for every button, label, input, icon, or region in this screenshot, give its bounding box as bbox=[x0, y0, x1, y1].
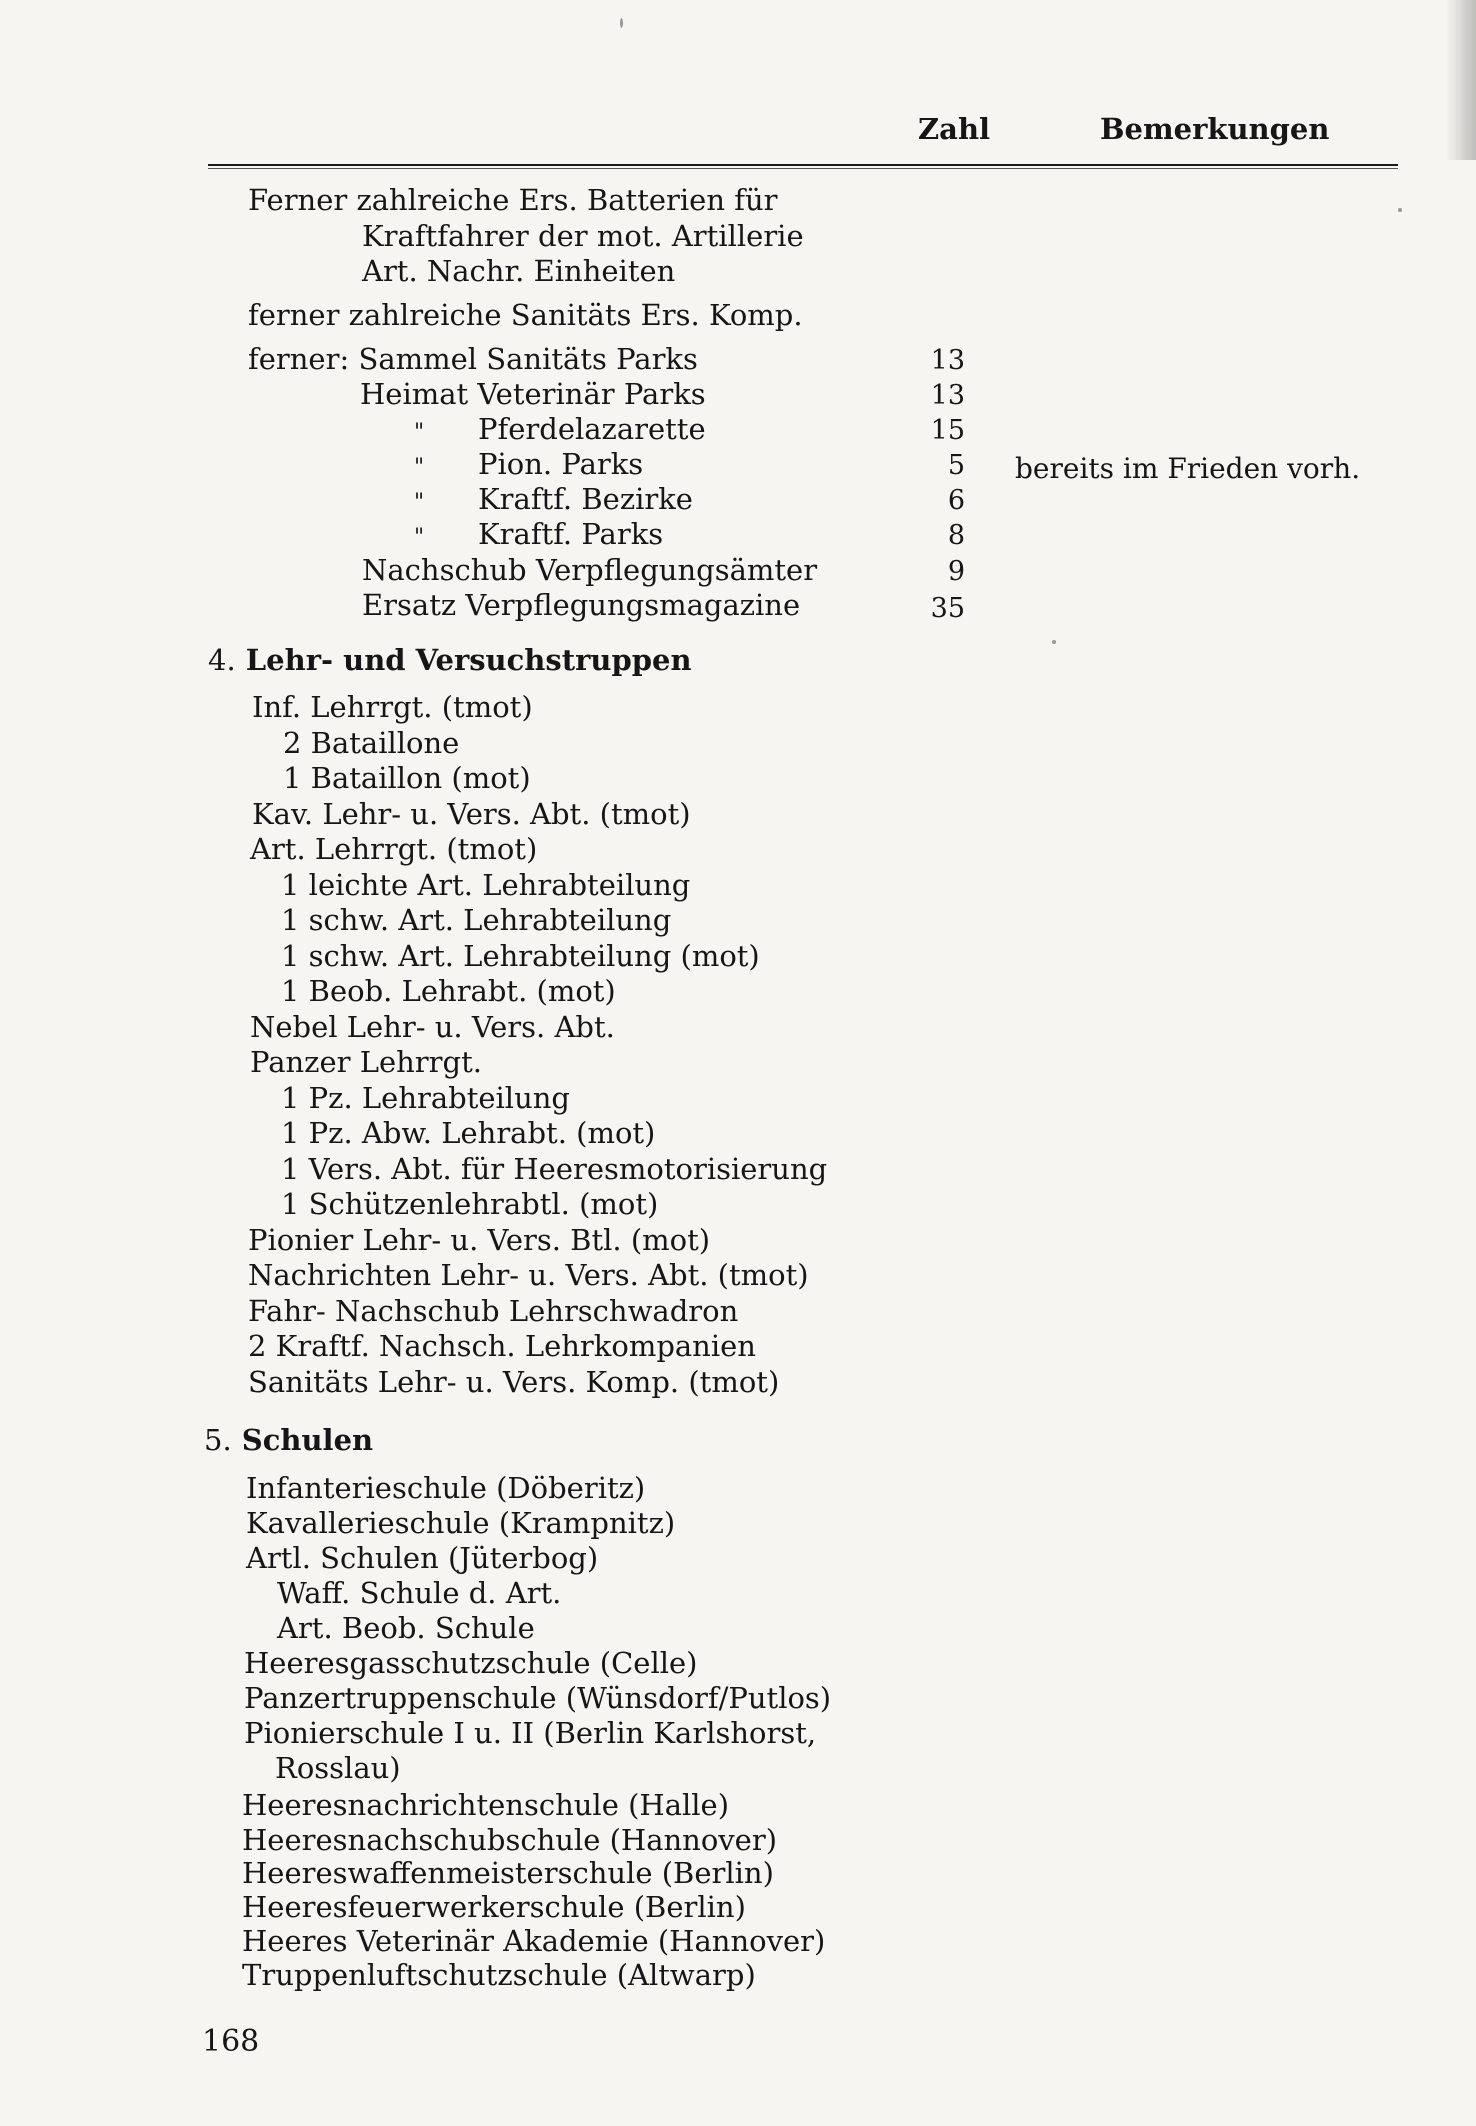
section-heading bbox=[204, 1423, 373, 1457]
section-heading bbox=[208, 643, 692, 677]
list-item: 1 Vers. Abt. für Heeresmotorisierung bbox=[281, 1152, 828, 1186]
list-item: Heeresnachrichtenschule (Halle) bbox=[242, 1788, 730, 1822]
list-item: Heereswaffenmeisterschule (Berlin) bbox=[242, 1856, 774, 1890]
ditto-mark: " bbox=[414, 420, 425, 445]
row-zahl: 8 bbox=[947, 520, 965, 551]
row-zahl: 13 bbox=[930, 345, 965, 376]
row-zahl: 35 bbox=[930, 593, 965, 624]
row-zahl: 13 bbox=[930, 380, 965, 411]
header-rule-thin bbox=[208, 168, 1398, 169]
list-item: Kavallerieschule (Krampnitz) bbox=[246, 1506, 676, 1540]
section-number: 5. bbox=[204, 1423, 232, 1457]
list-item: Infanterieschule (Döberitz) bbox=[246, 1471, 646, 1505]
list-item: Heeresnachschubschule (Hannover) bbox=[242, 1823, 778, 1857]
list-item: Panzer Lehrrgt. bbox=[250, 1045, 482, 1079]
list-item: Nachrichten Lehr- u. Vers. Abt. (tmot) bbox=[248, 1258, 809, 1292]
header-rule bbox=[208, 164, 1398, 166]
list-item: Sanitäts Lehr- u. Vers. Komp. (tmot) bbox=[248, 1365, 780, 1399]
list-item: Truppenluftschutzschule (Altwarp) bbox=[242, 1958, 756, 1992]
list-item: Pionierschule I u. II (Berlin Karlshorst, bbox=[244, 1716, 817, 1750]
row-zahl: 6 bbox=[947, 485, 965, 516]
row-label: Kraftf. Bezirke bbox=[478, 482, 693, 516]
row-label: Ersatz Verpflegungsmagazine bbox=[362, 588, 801, 622]
text-line: ferner zahlreiche Sanitäts Ers. Komp. bbox=[248, 298, 803, 332]
ditto-mark: " bbox=[414, 525, 425, 550]
row-zahl: 5 bbox=[947, 450, 965, 481]
section-number: 4. bbox=[208, 643, 236, 677]
scan-speck bbox=[620, 18, 623, 28]
list-item: 1 Bataillon (mot) bbox=[283, 761, 531, 795]
list-item: 2 Kraftf. Nachsch. Lehrkompanien bbox=[248, 1329, 756, 1363]
row-remark: bereits im Frieden vorh. bbox=[1015, 452, 1361, 485]
list-item: 1 leichte Art. Lehrabteilung bbox=[281, 868, 691, 902]
column-header-zahl: Zahl bbox=[918, 112, 991, 146]
row-label: ferner: Sammel Sanitäts Parks bbox=[248, 342, 698, 376]
ditto-mark: " bbox=[414, 490, 425, 515]
list-item: Waff. Schule d. Art. bbox=[277, 1576, 562, 1610]
list-item: Kav. Lehr- u. Vers. Abt. (tmot) bbox=[252, 797, 691, 831]
list-item: 1 Pz. Lehrabteilung bbox=[281, 1081, 570, 1115]
list-item: 2 Bataillone bbox=[283, 726, 460, 760]
list-item: Heeresgasschutzschule (Celle) bbox=[244, 1646, 698, 1680]
page-number: 168 bbox=[202, 2024, 260, 2059]
scan-edge-shadow bbox=[1446, 0, 1476, 160]
row-zahl: 15 bbox=[930, 415, 965, 446]
list-item: 1 schw. Art. Lehrabteilung bbox=[281, 903, 672, 937]
list-item: Nebel Lehr- u. Vers. Abt. bbox=[250, 1010, 615, 1044]
list-item: Heeres Veterinär Akademie (Hannover) bbox=[242, 1924, 826, 1958]
row-label: Pion. Parks bbox=[478, 447, 644, 481]
list-item: Pionier Lehr- u. Vers. Btl. (mot) bbox=[248, 1223, 711, 1257]
list-item: Heeresfeuerwerkerschule (Berlin) bbox=[242, 1890, 746, 1924]
text-line: Art. Nachr. Einheiten bbox=[362, 254, 676, 288]
text-line: Ferner zahlreiche Ers. Batterien für bbox=[248, 183, 778, 217]
list-item: 1 Schützenlehrabtl. (mot) bbox=[281, 1187, 659, 1221]
row-label: Pferdelazarette bbox=[478, 412, 706, 446]
column-header-bemerkungen: Bemerkungen bbox=[1100, 112, 1330, 146]
list-item: 1 schw. Art. Lehrabteilung (mot) bbox=[281, 939, 760, 973]
row-zahl: 9 bbox=[947, 556, 965, 587]
list-item: Panzertruppenschule (Wünsdorf/Putlos) bbox=[244, 1681, 832, 1715]
scan-speck bbox=[1052, 640, 1056, 644]
list-item: Art. Lehrrgt. (tmot) bbox=[250, 832, 538, 866]
list-item: 1 Pz. Abw. Lehrabt. (mot) bbox=[281, 1116, 656, 1150]
section-title: Lehr- und Versuchstruppen bbox=[245, 643, 692, 677]
list-item: Fahr- Nachschub Lehrschwadron bbox=[248, 1294, 739, 1328]
list-item: 1 Beob. Lehrabt. (mot) bbox=[281, 974, 616, 1008]
text-line: Kraftfahrer der mot. Artillerie bbox=[362, 219, 804, 253]
scan-speck bbox=[1398, 208, 1402, 212]
row-label: Kraftf. Parks bbox=[478, 517, 664, 551]
list-item: Art. Beob. Schule bbox=[277, 1611, 535, 1645]
row-label: Nachschub Verpflegungsämter bbox=[362, 553, 818, 587]
row-label: Heimat Veterinär Parks bbox=[360, 377, 706, 411]
list-item: Rosslau) bbox=[275, 1751, 401, 1785]
ditto-mark: " bbox=[414, 455, 425, 480]
list-item: Inf. Lehrrgt. (tmot) bbox=[252, 690, 533, 724]
section-title: Schulen bbox=[241, 1423, 374, 1457]
list-item: Artl. Schulen (Jüterbog) bbox=[246, 1541, 599, 1575]
